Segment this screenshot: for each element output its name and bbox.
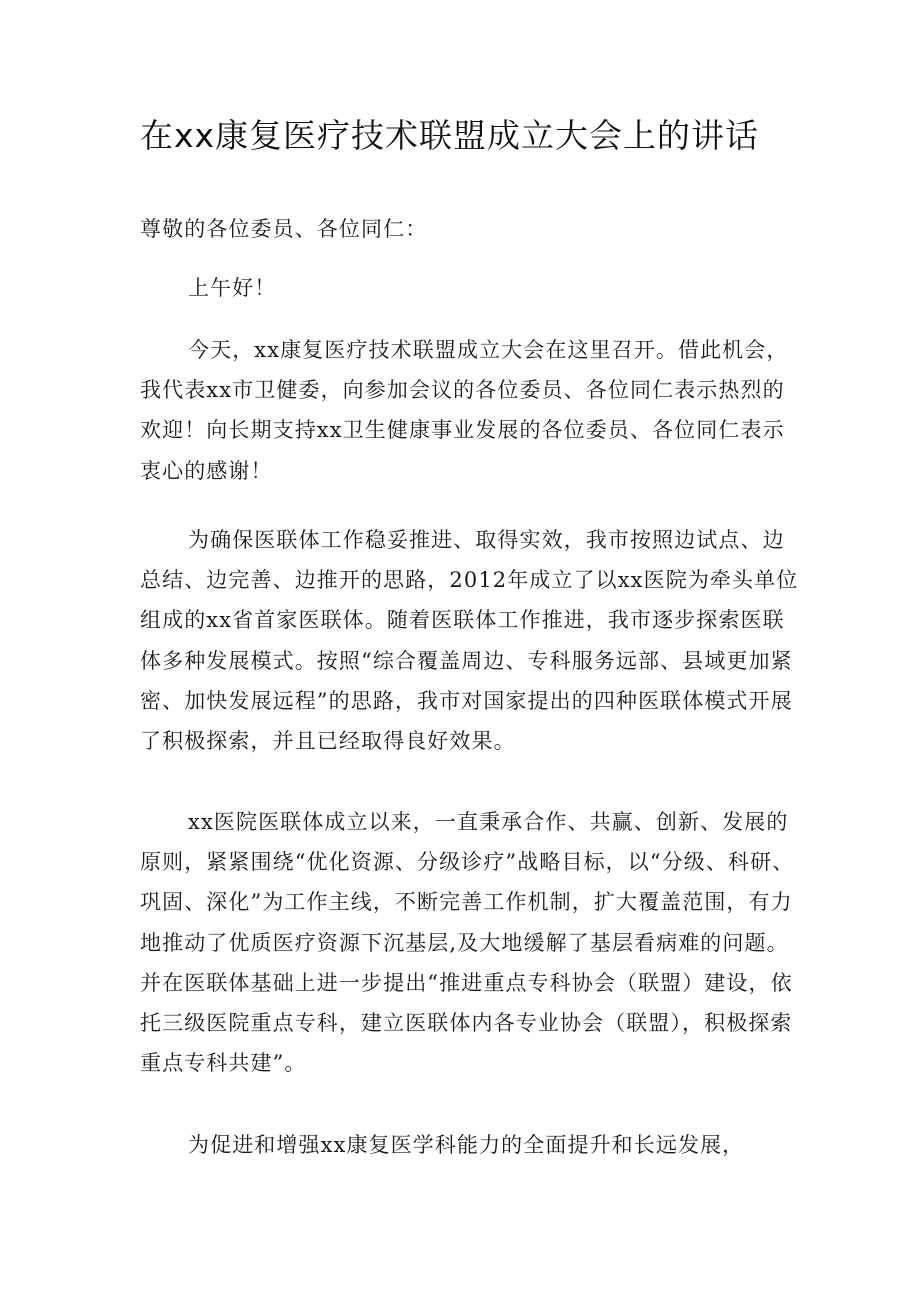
paragraph-hospital-alliance-progress: xx医院医联体成立以来，一直秉承合作、共赢、创新、发展的原则，紧紧围绕“优化资源、分级诊疗”战略目标，以“分级、科研、巩固、深化”为工作主线，不断完善工作机制，扩大覆盖范围，有力地推动了优质医疗资源下沉基层,及大地缓解了基层看病难的问题。并在医联体基础上进一步提出“推进重点专科协会（联盟）建设，依托三级医院重点专科，建立医联体内各专业协会（联盟），积极探索重点专科共建”。 — [140, 810, 795, 1076]
paragraph-medical-alliance-history: 为确保医联体工作稳妥推进、取得实效，我市按照边试点、边总结、边完善、边推开的思路，2012年成立了以xx医院为牵头单位组成的xx省首家医联体。随着医联体工作推进，我市逐步探索医联体多种发展模式。按照“综合覆盖周边、专科服务远部、县域更加紧密、加快发展远程”的思路，我市对国家提出的四种医联体模式开展了积极探索，并且已经取得良好效果。 — [140, 528, 799, 754]
paragraph-rehabilitation-development: 为促进和增强xx康复医学科能力的全面提升和长远发展， — [188, 1133, 745, 1157]
document-title: 在xx康复医疗技术联盟成立大会上的讲话 — [140, 116, 760, 155]
paragraph-welcome: 今天，xx康复医疗技术联盟成立大会在这里召开。借此机会，我代表xx市卫健委，向参加会议的各位委员、各位同仁表示热烈的欢迎！向长期支持xx卫生健康事业发展的各位委员、各位同仁表示衷心的感谢！ — [140, 338, 789, 483]
greeting: 上午好！ — [188, 276, 277, 300]
salutation: 尊敬的各位委员、各位同仁： — [140, 217, 428, 241]
